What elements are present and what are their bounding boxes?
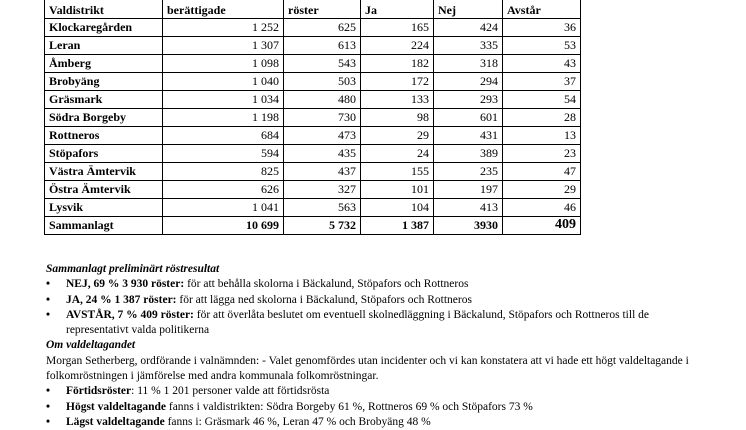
item-bold: AVSTÅR, 7 % 409 röster: xyxy=(66,308,194,321)
value-cell: 613 xyxy=(284,37,361,55)
district-name-cell: Åmberg xyxy=(45,55,163,73)
total-avstar: 409 xyxy=(503,217,581,235)
district-name-cell: Rottneros xyxy=(45,127,163,145)
bullet-icon: • xyxy=(46,293,51,306)
value-cell: 235 xyxy=(434,163,503,181)
table-header-row xyxy=(45,0,581,19)
value-cell: 37 xyxy=(503,73,581,91)
value-cell: 293 xyxy=(434,91,503,109)
value-cell: 437 xyxy=(284,163,361,181)
bullet-icon: • xyxy=(46,308,51,321)
table-row xyxy=(45,19,581,37)
value-cell: 473 xyxy=(284,127,361,145)
value-cell: 1 034 xyxy=(163,91,284,109)
value-cell: 503 xyxy=(284,73,361,91)
turnout-paragraph: Morgan Setherberg, ordförande i valnämnden: - Valet genomfördes utan incidenter och vi kan konstatera att vi hade ett högt valdeltagande i folkomröstningen i jämförelse med andra kommunala folkomröstningar. xyxy=(46,354,689,383)
value-cell: 133 xyxy=(361,91,434,109)
table-row xyxy=(45,163,581,181)
table-row xyxy=(45,73,581,91)
district-name-cell: Östra Ämtervik xyxy=(45,181,163,199)
value-cell: 182 xyxy=(361,55,434,73)
list-item xyxy=(46,384,706,399)
value-cell: 1 198 xyxy=(163,109,284,127)
list-item xyxy=(46,277,706,292)
item-bold: Högst valdeltagande xyxy=(66,400,166,413)
table-row xyxy=(45,181,581,199)
item-text: för att överlåta beslutet om eventuell skolnedläggning i Bäckalund, Stöpafors och Rottneros till de representativt valda politikerna xyxy=(66,308,649,337)
item-text: : 11 % 1 201 personer valde att förtidsrösta xyxy=(131,385,330,398)
value-cell: 294 xyxy=(434,73,503,91)
value-cell: 626 xyxy=(163,181,284,199)
value-cell: 172 xyxy=(361,73,434,91)
total-berattigade: 10 699 xyxy=(163,217,284,235)
item-bold: Lägst valdeltagande xyxy=(66,415,165,428)
body-text xyxy=(46,262,706,430)
bullet-icon: • xyxy=(46,278,51,291)
item-bold: NEJ, 69 % 3 930 röster: xyxy=(66,278,185,291)
total-ja: 1 387 xyxy=(361,217,434,235)
value-cell: 684 xyxy=(163,127,284,145)
total-roster: 5 732 xyxy=(284,217,361,235)
district-name-cell: Brobyäng xyxy=(45,73,163,91)
value-cell: 601 xyxy=(434,109,503,127)
value-cell: 480 xyxy=(284,91,361,109)
value-cell: 435 xyxy=(284,145,361,163)
turnout-heading: Om valdeltagandet xyxy=(46,339,136,352)
district-name-cell: Leran xyxy=(45,37,163,55)
value-cell: 543 xyxy=(284,55,361,73)
value-cell: 29 xyxy=(361,127,434,145)
value-cell: 46 xyxy=(503,199,581,217)
value-cell: 29 xyxy=(503,181,581,199)
district-name-cell: Stöpafors xyxy=(45,145,163,163)
item-bold: JA, 24 % 1 387 röster: xyxy=(66,293,177,306)
value-cell: 13 xyxy=(503,127,581,145)
value-cell: 43 xyxy=(503,55,581,73)
value-cell: 1 040 xyxy=(163,73,284,91)
table-row xyxy=(45,145,581,163)
header-avstar: Avstår xyxy=(503,0,581,19)
value-cell: 155 xyxy=(361,163,434,181)
district-name-cell: Södra Borgeby xyxy=(45,109,163,127)
value-cell: 730 xyxy=(284,109,361,127)
prelim-heading: Sammanlagt preliminärt röstresultat xyxy=(46,263,220,275)
table-row xyxy=(45,37,581,55)
list-item xyxy=(46,293,706,308)
value-cell: 36 xyxy=(503,19,581,37)
value-cell: 424 xyxy=(434,19,503,37)
value-cell: 197 xyxy=(434,181,503,199)
header-ja: Ja xyxy=(361,0,434,19)
list-item xyxy=(46,415,706,430)
value-cell: 318 xyxy=(434,55,503,73)
value-cell: 101 xyxy=(361,181,434,199)
district-name-cell: Lysvik xyxy=(45,199,163,217)
table-body xyxy=(45,19,581,217)
item-text: för att behålla skolorna i Bäckalund, Stöpafors och Rottneros xyxy=(184,278,469,291)
value-cell: 24 xyxy=(361,145,434,163)
value-cell: 23 xyxy=(503,145,581,163)
item-text: fanns i: Gräsmark 46 %, Leran 47 % och Brobyäng 48 % xyxy=(164,415,431,428)
total-row xyxy=(45,217,581,235)
value-cell: 98 xyxy=(361,109,434,127)
value-cell: 1 098 xyxy=(163,55,284,73)
value-cell: 1 041 xyxy=(163,199,284,217)
value-cell: 825 xyxy=(163,163,284,181)
value-cell: 53 xyxy=(503,37,581,55)
bullet-icon: • xyxy=(46,385,51,398)
total-nej: 3930 xyxy=(434,217,503,235)
value-cell: 413 xyxy=(434,199,503,217)
item-text: för att lägga ned skolorna i Bäckalund, Stöpafors och Rottneros xyxy=(176,293,472,306)
value-cell: 335 xyxy=(434,37,503,55)
district-name-cell: Klockaregården xyxy=(45,19,163,37)
list-item xyxy=(46,400,706,415)
value-cell: 104 xyxy=(361,199,434,217)
bullet-icon: • xyxy=(46,400,51,413)
header-berattigade: berättigade xyxy=(163,0,284,19)
value-cell: 47 xyxy=(503,163,581,181)
value-cell: 389 xyxy=(434,145,503,163)
table-row xyxy=(45,91,581,109)
table-row xyxy=(45,127,581,145)
table-row xyxy=(45,199,581,217)
table-row xyxy=(45,109,581,127)
value-cell: 563 xyxy=(284,199,361,217)
value-cell: 1 252 xyxy=(163,19,284,37)
total-label: Sammanlagt xyxy=(45,217,163,235)
value-cell: 54 xyxy=(503,91,581,109)
results-table xyxy=(44,0,581,235)
value-cell: 28 xyxy=(503,109,581,127)
value-cell: 431 xyxy=(434,127,503,145)
district-name-cell: Västra Ämtervik xyxy=(45,163,163,181)
prelim-list xyxy=(46,277,706,338)
item-bold: Förtidsröster xyxy=(66,385,132,398)
header-valdistrikt: Valdistrikt xyxy=(45,0,163,19)
item-text: fanns i valdistrikten: Södra Borgeby 61 %, Rottneros 69 % och Stöpafors 73 % xyxy=(166,400,533,413)
value-cell: 625 xyxy=(284,19,361,37)
turnout-list xyxy=(46,384,706,430)
value-cell: 594 xyxy=(163,145,284,163)
bullet-icon: • xyxy=(46,415,51,428)
list-item xyxy=(46,308,706,339)
value-cell: 165 xyxy=(361,19,434,37)
value-cell: 224 xyxy=(361,37,434,55)
table-row xyxy=(45,55,581,73)
header-roster: röster xyxy=(284,0,361,19)
district-name-cell: Gräsmark xyxy=(45,91,163,109)
value-cell: 327 xyxy=(284,181,361,199)
header-nej: Nej xyxy=(434,0,503,19)
value-cell: 1 307 xyxy=(163,37,284,55)
